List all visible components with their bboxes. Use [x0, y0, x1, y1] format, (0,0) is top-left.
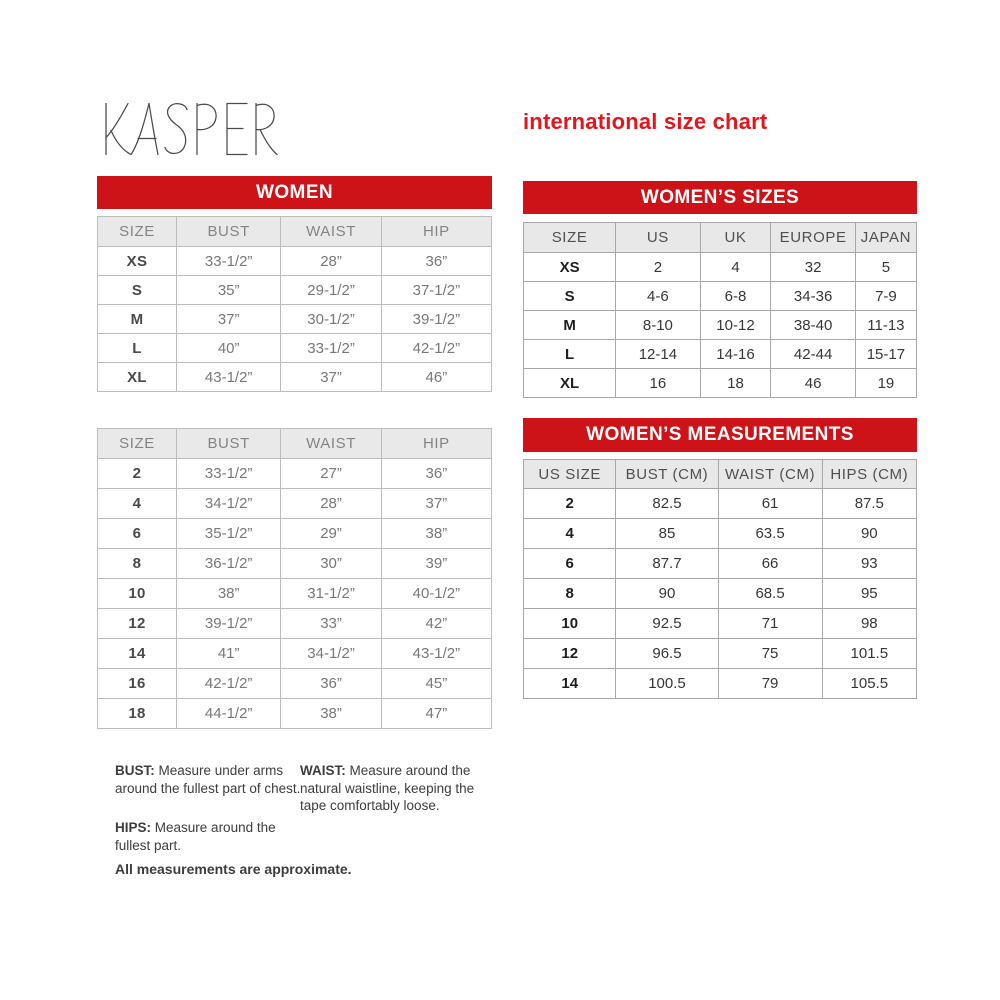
note-bust-text: Measure under arms around the fullest part of chest.	[115, 763, 301, 796]
column-header: BUST (CM)	[616, 460, 718, 489]
value-cell: 29-1/2”	[281, 276, 381, 305]
table-row	[98, 519, 492, 549]
size-cell: 10	[98, 579, 177, 609]
banner-womens-measurements: WOMEN’S MEASUREMENTS	[523, 418, 917, 452]
value-cell: 66	[718, 549, 822, 579]
value-cell: 6-8	[700, 282, 771, 311]
column-header: WAIST	[281, 217, 381, 247]
value-cell: 29”	[281, 519, 381, 549]
size-cell: 18	[98, 699, 177, 729]
table-row	[524, 253, 917, 282]
value-cell: 39”	[381, 549, 491, 579]
table-row	[98, 459, 492, 489]
value-cell: 36”	[381, 459, 491, 489]
value-cell: 42”	[381, 609, 491, 639]
womens-international-sizes-table	[523, 222, 917, 398]
value-cell: 38-40	[771, 311, 855, 340]
value-cell: 16	[616, 369, 700, 398]
header-row	[524, 223, 917, 253]
size-cell: 4	[524, 519, 616, 549]
value-cell: 63.5	[718, 519, 822, 549]
size-cell: 6	[98, 519, 177, 549]
women-size-table-alpha	[97, 216, 492, 392]
value-cell: 96.5	[616, 639, 718, 669]
value-cell: 15-17	[855, 340, 916, 369]
value-cell: 105.5	[822, 669, 916, 699]
value-cell: 31-1/2”	[281, 579, 381, 609]
note-hips-text: Measure around the fullest part.	[115, 820, 276, 853]
size-cell: 4	[98, 489, 177, 519]
table-row	[98, 305, 492, 334]
size-cell: 10	[524, 609, 616, 639]
value-cell: 41”	[176, 639, 280, 669]
kasper-logo	[100, 101, 280, 157]
value-cell: 101.5	[822, 639, 916, 669]
size-cell: 2	[524, 489, 616, 519]
note-waist-label: WAIST:	[300, 763, 346, 778]
table-row	[98, 669, 492, 699]
value-cell: 4-6	[616, 282, 700, 311]
column-header: BUST	[176, 217, 280, 247]
table-row	[98, 334, 492, 363]
value-cell: 10-12	[700, 311, 771, 340]
size-cell: 8	[98, 549, 177, 579]
column-header: EUROPE	[771, 223, 855, 253]
table-row	[98, 363, 492, 392]
value-cell: 42-1/2”	[176, 669, 280, 699]
column-header: HIPS (CM)	[822, 460, 916, 489]
size-cell: 12	[98, 609, 177, 639]
value-cell: 87.7	[616, 549, 718, 579]
column-header: UK	[700, 223, 771, 253]
size-cell: XS	[98, 247, 177, 276]
value-cell: 100.5	[616, 669, 718, 699]
value-cell: 37-1/2”	[381, 276, 491, 305]
value-cell: 36”	[281, 669, 381, 699]
value-cell: 28”	[281, 247, 381, 276]
column-header: WAIST (CM)	[718, 460, 822, 489]
size-cell: 14	[98, 639, 177, 669]
value-cell: 44-1/2”	[176, 699, 280, 729]
page-title: international size chart	[523, 109, 768, 134]
value-cell: 90	[822, 519, 916, 549]
value-cell: 32	[771, 253, 855, 282]
value-cell: 2	[616, 253, 700, 282]
value-cell: 43-1/2”	[381, 639, 491, 669]
size-cell: S	[524, 282, 616, 311]
value-cell: 98	[822, 609, 916, 639]
size-cell: 8	[524, 579, 616, 609]
size-cell: 14	[524, 669, 616, 699]
value-cell: 36-1/2”	[176, 549, 280, 579]
value-cell: 38”	[381, 519, 491, 549]
size-cell: XS	[524, 253, 616, 282]
value-cell: 34-1/2”	[176, 489, 280, 519]
value-cell: 43-1/2”	[176, 363, 280, 392]
value-cell: 42-1/2”	[381, 334, 491, 363]
column-header: SIZE	[98, 429, 177, 459]
column-header: US SIZE	[524, 460, 616, 489]
note-waist	[300, 762, 482, 815]
value-cell: 30-1/2”	[281, 305, 381, 334]
column-header: BUST	[176, 429, 280, 459]
value-cell: 38”	[281, 699, 381, 729]
value-cell: 35”	[176, 276, 280, 305]
value-cell: 28”	[281, 489, 381, 519]
value-cell: 39-1/2”	[176, 609, 280, 639]
value-cell: 42-44	[771, 340, 855, 369]
size-cell: 12	[524, 639, 616, 669]
table-row	[524, 549, 917, 579]
column-header: JAPAN	[855, 223, 916, 253]
size-cell: L	[524, 340, 616, 369]
header-row	[524, 460, 917, 489]
table-row	[98, 639, 492, 669]
value-cell: 68.5	[718, 579, 822, 609]
table-row	[524, 282, 917, 311]
column-header: HIP	[381, 217, 491, 247]
value-cell: 39-1/2”	[381, 305, 491, 334]
table-row	[524, 311, 917, 340]
value-cell: 34-36	[771, 282, 855, 311]
value-cell: 75	[718, 639, 822, 669]
column-header: SIZE	[98, 217, 177, 247]
value-cell: 8-10	[616, 311, 700, 340]
value-cell: 87.5	[822, 489, 916, 519]
size-cell: XL	[98, 363, 177, 392]
value-cell: 5	[855, 253, 916, 282]
value-cell: 37”	[281, 363, 381, 392]
note-bust-label: BUST:	[115, 763, 155, 778]
value-cell: 38”	[176, 579, 280, 609]
value-cell: 79	[718, 669, 822, 699]
value-cell: 90	[616, 579, 718, 609]
table-row	[98, 699, 492, 729]
column-header: SIZE	[524, 223, 616, 253]
value-cell: 19	[855, 369, 916, 398]
size-cell: XL	[524, 369, 616, 398]
banner-women: WOMEN	[97, 176, 492, 209]
column-header: WAIST	[281, 429, 381, 459]
value-cell: 37”	[176, 305, 280, 334]
value-cell: 33”	[281, 609, 381, 639]
value-cell: 45”	[381, 669, 491, 699]
table-row	[98, 579, 492, 609]
table-row	[524, 519, 917, 549]
size-cell: M	[524, 311, 616, 340]
value-cell: 46”	[381, 363, 491, 392]
value-cell: 35-1/2”	[176, 519, 280, 549]
value-cell: 33-1/2”	[176, 247, 280, 276]
note-disclaimer: All measurements are approximate.	[115, 861, 352, 877]
value-cell: 4	[700, 253, 771, 282]
value-cell: 27”	[281, 459, 381, 489]
size-cell: 2	[98, 459, 177, 489]
header-row	[98, 217, 492, 247]
value-cell: 18	[700, 369, 771, 398]
value-cell: 14-16	[700, 340, 771, 369]
value-cell: 93	[822, 549, 916, 579]
value-cell: 40-1/2”	[381, 579, 491, 609]
value-cell: 33-1/2”	[176, 459, 280, 489]
table-row	[524, 669, 917, 699]
size-cell: L	[98, 334, 177, 363]
note-hips	[115, 819, 297, 854]
value-cell: 85	[616, 519, 718, 549]
table-row	[524, 369, 917, 398]
note-waist-text: Measure around the natural waistline, keeping the tape comfortably loose.	[300, 763, 475, 813]
value-cell: 30”	[281, 549, 381, 579]
value-cell: 46	[771, 369, 855, 398]
table-row	[524, 609, 917, 639]
value-cell: 11-13	[855, 311, 916, 340]
value-cell: 47”	[381, 699, 491, 729]
value-cell: 61	[718, 489, 822, 519]
table-row	[524, 489, 917, 519]
table-row	[524, 340, 917, 369]
column-header: US	[616, 223, 700, 253]
banner-womens-sizes: WOMEN’S SIZES	[523, 181, 917, 214]
header-row	[98, 429, 492, 459]
note-hips-label: HIPS:	[115, 820, 152, 835]
size-cell: 16	[98, 669, 177, 699]
value-cell: 37”	[381, 489, 491, 519]
table-row	[98, 489, 492, 519]
table-row	[524, 579, 917, 609]
note-bust	[115, 762, 307, 797]
size-cell: M	[98, 305, 177, 334]
value-cell: 36”	[381, 247, 491, 276]
value-cell: 71	[718, 609, 822, 639]
value-cell: 7-9	[855, 282, 916, 311]
table-row	[98, 609, 492, 639]
value-cell: 12-14	[616, 340, 700, 369]
table-row	[98, 549, 492, 579]
value-cell: 92.5	[616, 609, 718, 639]
value-cell: 40”	[176, 334, 280, 363]
value-cell: 34-1/2”	[281, 639, 381, 669]
table-row	[98, 247, 492, 276]
value-cell: 33-1/2”	[281, 334, 381, 363]
value-cell: 82.5	[616, 489, 718, 519]
value-cell: 95	[822, 579, 916, 609]
size-cell: S	[98, 276, 177, 305]
table-row	[524, 639, 917, 669]
womens-measurements-table	[523, 459, 917, 699]
women-size-table-numeric	[97, 428, 492, 729]
column-header: HIP	[381, 429, 491, 459]
table-row	[98, 276, 492, 305]
size-cell: 6	[524, 549, 616, 579]
